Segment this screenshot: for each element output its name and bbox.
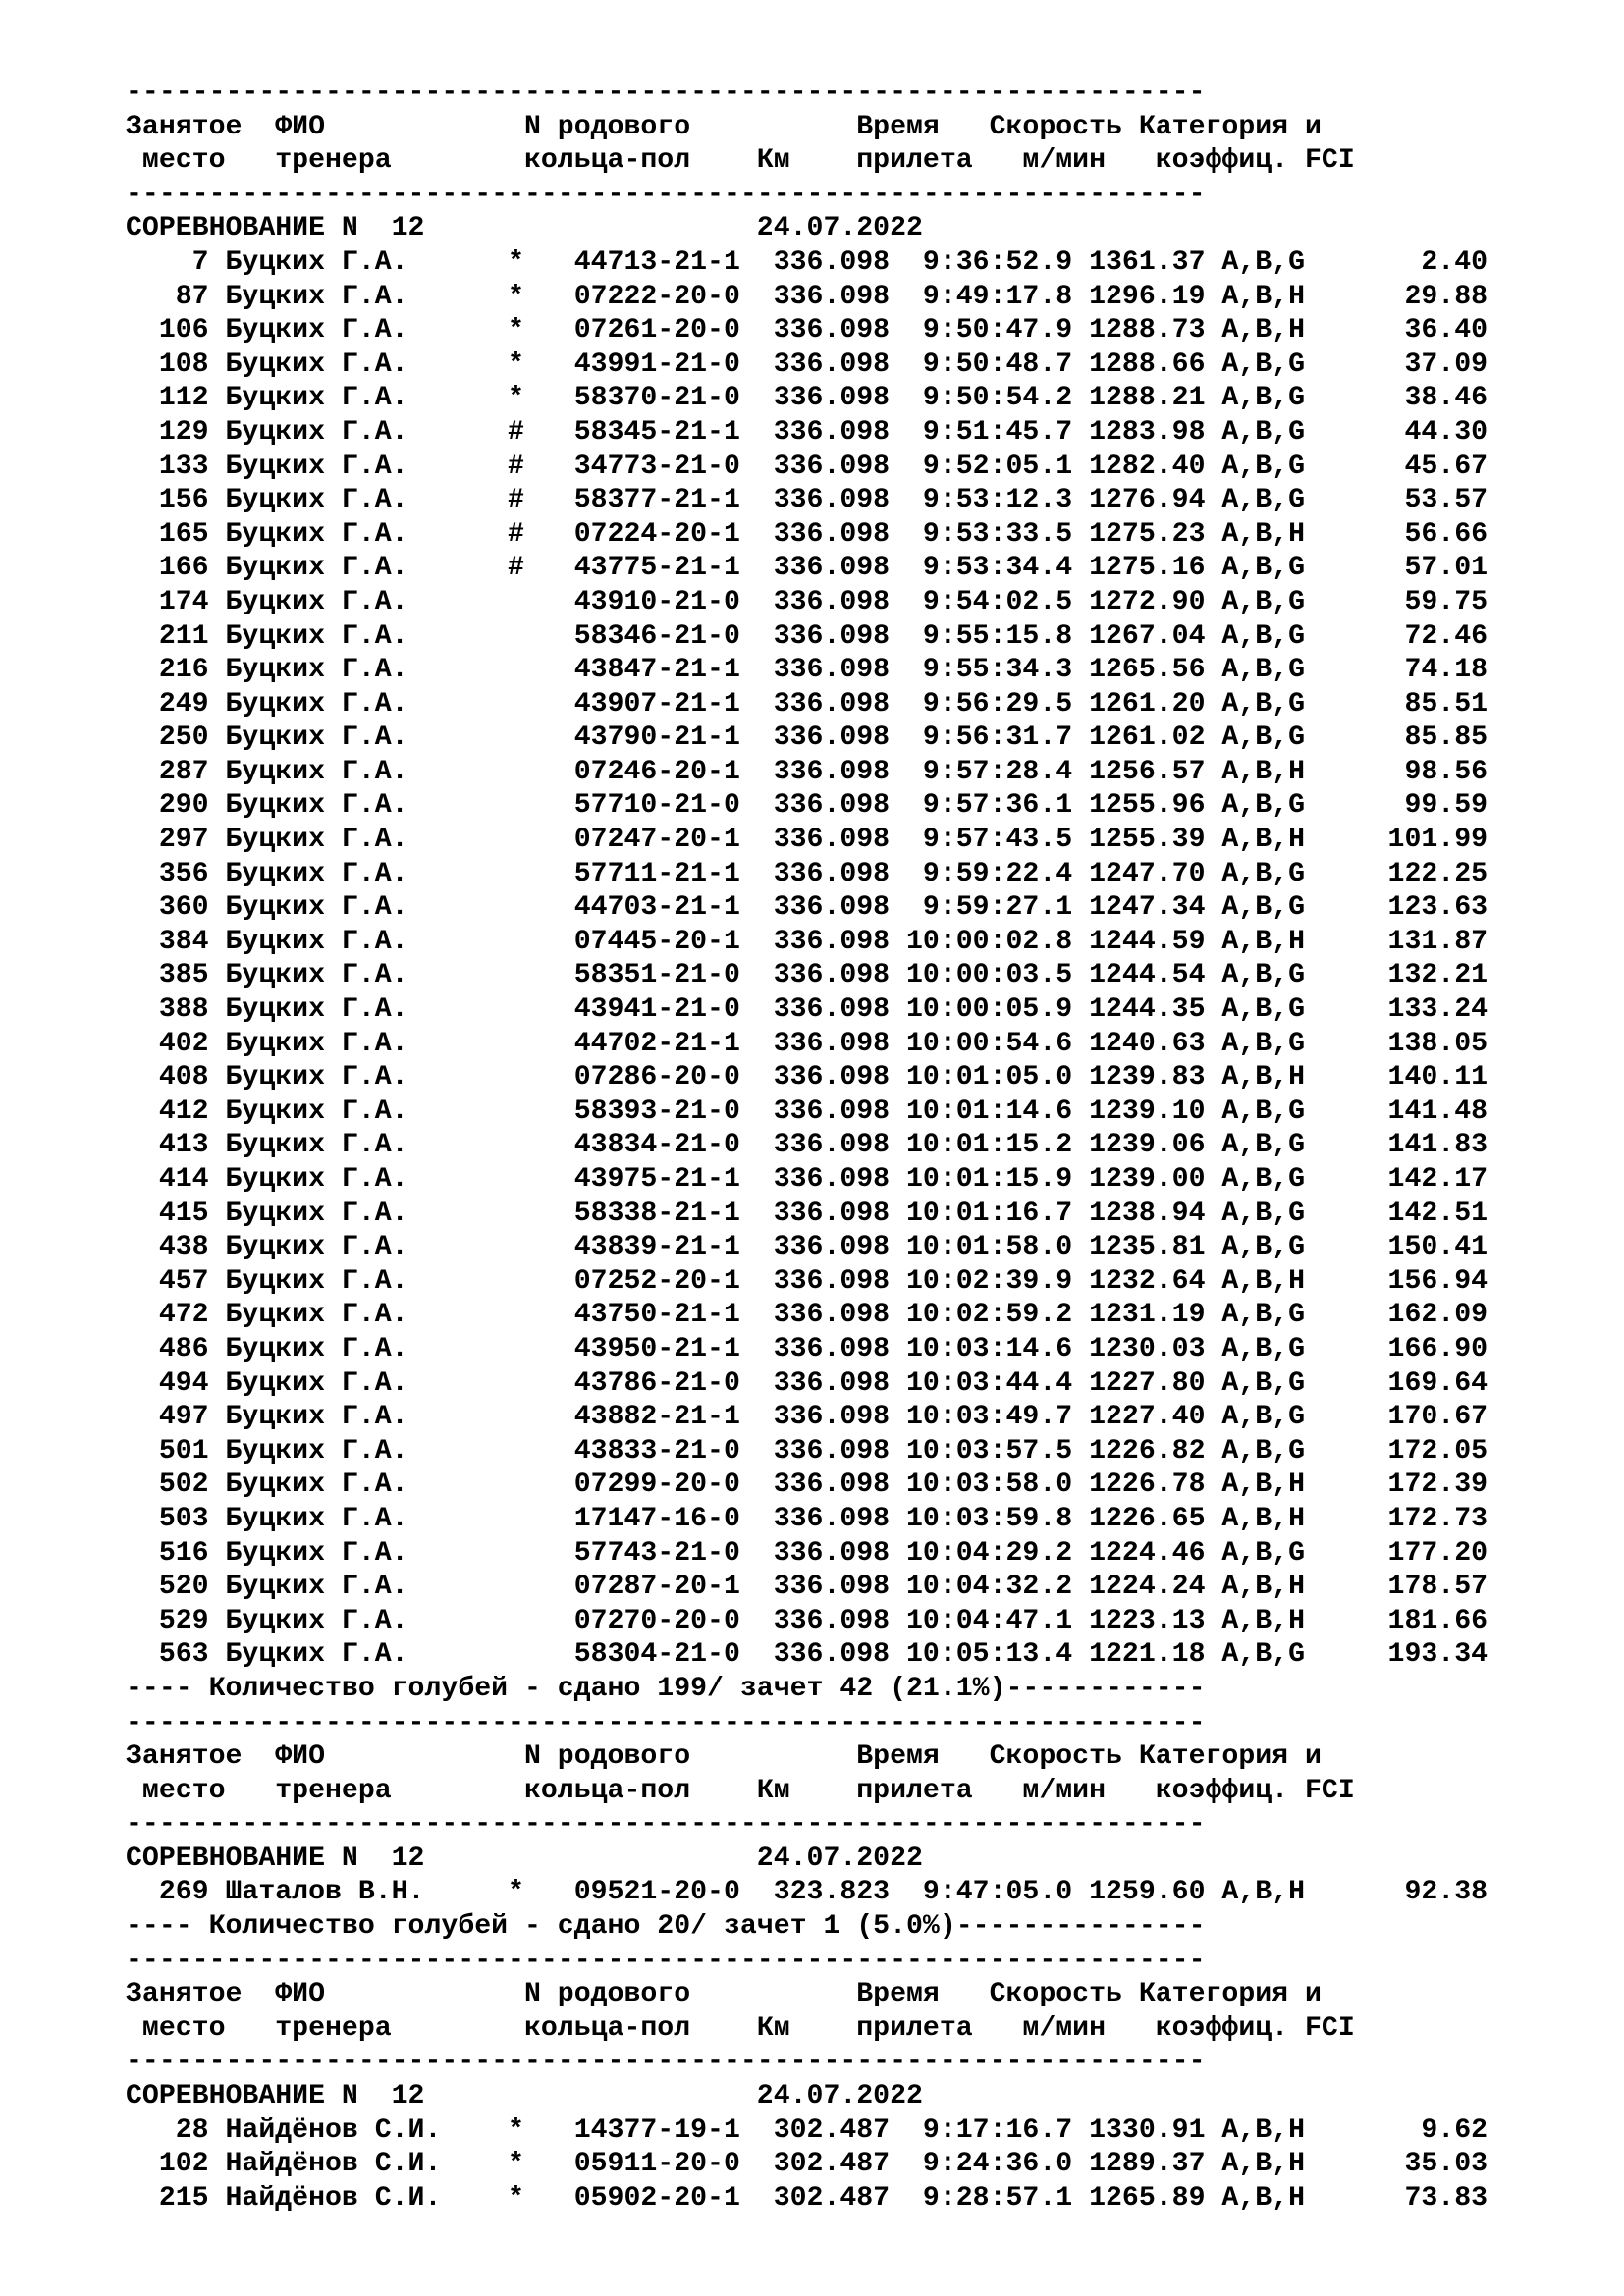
result-row: 290 Буцких Г.А. 57710-21-0 336.098 9:57:36.1 1255.96 A,B,G 99.59: [126, 790, 1489, 822]
result-row: 516 Буцких Г.А. 57743-21-0 336.098 10:04:29.2 1224.46 A,B,G 177.20: [126, 1537, 1489, 1569]
section-summary: ---- Количество голубей - сдано 199/ зачет 42 (21.1%)------------: [126, 1673, 1206, 1704]
result-row: 102 Найдёнов С.И. * 05911-20-0 302.487 9:24:36.0 1289.37 A,B,H 35.03: [126, 2149, 1489, 2180]
section-summary: ---- Количество голубей - сдано 20/ зачет 1 (5.0%)---------------: [126, 1911, 1206, 1943]
result-row: 384 Буцких Г.А. 07445-20-1 336.098 10:00:02.8 1244.59 A,B,H 131.87: [126, 926, 1489, 957]
separator-rule: -----------------------------------------------------------------: [126, 78, 1206, 108]
result-row: 112 Буцких Г.А. * 58370-21-0 336.098 9:50:54.2 1288.21 A,B,G 38.46: [126, 383, 1489, 414]
result-row: 215 Найдёнов С.И. * 05902-20-1 302.487 9:28:57.1 1265.89 A,B,H 73.83: [126, 2182, 1489, 2214]
column-header-line-2: место тренера кольца-пол Км прилета м/мин коэффиц. FCI: [126, 2012, 1355, 2044]
competition-title: СОРЕВНОВАНИЕ N 12 24.07.2022: [126, 2081, 923, 2112]
result-row: 174 Буцких Г.А. 43910-21-0 336.098 9:54:02.5 1272.90 A,B,G 59.75: [126, 586, 1489, 617]
result-row: 563 Буцких Г.А. 58304-21-0 336.098 10:05:13.4 1221.18 A,B,G 193.34: [126, 1639, 1489, 1671]
column-header-line-1: Занятое ФИО N родового Время Скорость Категория и: [126, 1741, 1322, 1773]
result-row: 106 Буцких Г.А. * 07261-20-0 336.098 9:50:47.9 1288.73 A,B,H 36.40: [126, 315, 1489, 347]
result-row: 211 Буцких Г.А. 58346-21-0 336.098 9:55:15.8 1267.04 A,B,G 72.46: [126, 620, 1489, 652]
result-row: 133 Буцких Г.А. # 34773-21-0 336.098 9:52:05.1 1282.40 A,B,G 45.67: [126, 451, 1489, 482]
result-row: 166 Буцких Г.А. # 43775-21-1 336.098 9:53:34.4 1275.16 A,B,G 57.01: [126, 553, 1489, 584]
result-row: 269 Шаталов В.Н. * 09521-20-0 323.823 9:47:05.0 1259.60 A,B,H 92.38: [126, 1877, 1489, 1908]
column-header-line-2: место тренера кольца-пол Км прилета м/мин коэффиц. FCI: [126, 1775, 1355, 1806]
result-row: 497 Буцких Г.А. 43882-21-1 336.098 10:03:49.7 1227.40 A,B,G 170.67: [126, 1402, 1489, 1433]
result-row: 529 Буцких Г.А. 07270-20-0 336.098 10:04:47.1 1223.13 A,B,H 181.66: [126, 1605, 1489, 1636]
result-row: 360 Буцких Г.А. 44703-21-1 336.098 9:59:27.1 1247.34 A,B,G 123.63: [126, 892, 1489, 924]
result-row: 412 Буцких Г.А. 58393-21-0 336.098 10:01:14.6 1239.10 A,B,G 141.48: [126, 1095, 1489, 1127]
result-row: 413 Буцких Г.А. 43834-21-0 336.098 10:01:15.2 1239.06 A,B,G 141.83: [126, 1130, 1489, 1161]
result-row: 414 Буцких Г.А. 43975-21-1 336.098 10:01:15.9 1239.00 A,B,G 142.17: [126, 1164, 1489, 1195]
competition-title: СОРЕВНОВАНИЕ N 12 24.07.2022: [126, 1842, 923, 1874]
result-row: 402 Буцких Г.А. 44702-21-1 336.098 10:00:54.6 1240.63 A,B,G 138.05: [126, 1028, 1489, 1059]
result-row: 28 Найдёнов С.И. * 14377-19-1 302.487 9:17:16.7 1330.91 A,B,H 9.62: [126, 2114, 1489, 2146]
result-row: 249 Буцких Г.А. 43907-21-1 336.098 9:56:29.5 1261.20 A,B,G 85.51: [126, 688, 1489, 720]
separator-rule: -----------------------------------------------------------------: [126, 2047, 1206, 2078]
result-row: 494 Буцких Г.А. 43786-21-0 336.098 10:03:44.4 1227.80 A,B,G 169.64: [126, 1367, 1489, 1399]
result-row: 472 Буцких Г.А. 43750-21-1 336.098 10:02:59.2 1231.19 A,B,G 162.09: [126, 1300, 1489, 1331]
result-row: 156 Буцких Г.А. # 58377-21-1 336.098 9:53:12.3 1276.94 A,B,G 53.57: [126, 485, 1489, 516]
result-row: 388 Буцких Г.А. 43941-21-0 336.098 10:00:05.9 1244.35 A,B,G 133.24: [126, 994, 1489, 1026]
result-row: 165 Буцких Г.А. # 07224-20-1 336.098 9:53:33.5 1275.23 A,B,H 56.66: [126, 518, 1489, 550]
separator-rule: -----------------------------------------------------------------: [126, 179, 1206, 210]
result-row: 520 Буцких Г.А. 07287-20-1 336.098 10:04:32.2 1224.24 A,B,H 178.57: [126, 1572, 1489, 1603]
result-row: 216 Буцких Г.А. 43847-21-1 336.098 9:55:34.3 1265.56 A,B,G 74.18: [126, 655, 1489, 686]
column-header-line-1: Занятое ФИО N родового Время Скорость Категория и: [126, 111, 1322, 142]
results-sheet: [126, 77, 1488, 2216]
result-row: 486 Буцких Г.А. 43950-21-1 336.098 10:03:14.6 1230.03 A,B,G 166.90: [126, 1333, 1489, 1364]
result-row: 356 Буцких Г.А. 57711-21-1 336.098 9:59:22.4 1247.70 A,B,G 122.25: [126, 858, 1489, 889]
result-row: 87 Буцких Г.А. * 07222-20-0 336.098 9:49:17.8 1296.19 A,B,H 29.88: [126, 281, 1489, 312]
result-row: 503 Буцких Г.А. 17147-16-0 336.098 10:03:59.8 1226.65 A,B,H 172.73: [126, 1503, 1489, 1534]
result-row: 502 Буцких Г.А. 07299-20-0 336.098 10:03:58.0 1226.78 A,B,H 172.39: [126, 1469, 1489, 1501]
result-row: 415 Буцких Г.А. 58338-21-1 336.098 10:01:16.7 1238.94 A,B,G 142.51: [126, 1198, 1489, 1229]
result-row: 250 Буцких Г.А. 43790-21-1 336.098 9:56:31.7 1261.02 A,B,G 85.85: [126, 722, 1489, 754]
result-row: 108 Буцких Г.А. * 43991-21-0 336.098 9:50:48.7 1288.66 A,B,G 37.09: [126, 348, 1489, 380]
result-row: 7 Буцких Г.А. * 44713-21-1 336.098 9:36:52.9 1361.37 A,B,G 2.40: [126, 246, 1489, 278]
result-row: 457 Буцких Г.А. 07252-20-1 336.098 10:02:39.9 1232.64 A,B,H 156.94: [126, 1265, 1489, 1297]
result-row: 438 Буцких Г.А. 43839-21-1 336.098 10:01:58.0 1235.81 A,B,G 150.41: [126, 1232, 1489, 1263]
separator-rule: -----------------------------------------------------------------: [126, 1707, 1206, 1738]
column-header-line-2: место тренера кольца-пол Км прилета м/мин коэффиц. FCI: [126, 145, 1355, 177]
result-row: 385 Буцких Г.А. 58351-21-0 336.098 10:00:03.5 1244.54 A,B,G 132.21: [126, 960, 1489, 991]
result-row: 408 Буцких Г.А. 07286-20-0 336.098 10:01:05.0 1239.83 A,B,H 140.11: [126, 1062, 1489, 1094]
separator-rule: -----------------------------------------------------------------: [126, 1809, 1206, 1841]
result-row: 287 Буцких Г.А. 07246-20-1 336.098 9:57:28.4 1256.57 A,B,H 98.56: [126, 756, 1489, 787]
result-row: 501 Буцких Г.А. 43833-21-0 336.098 10:03:57.5 1226.82 A,B,G 172.05: [126, 1435, 1489, 1467]
competition-title: СОРЕВНОВАНИЕ N 12 24.07.2022: [126, 213, 923, 244]
column-header-line-1: Занятое ФИО N родового Время Скорость Категория и: [126, 1979, 1322, 2010]
result-row: 129 Буцких Г.А. # 58345-21-1 336.098 9:51:45.7 1283.98 A,B,G 44.30: [126, 416, 1489, 448]
separator-rule: -----------------------------------------------------------------: [126, 1945, 1206, 1976]
result-row: 297 Буцких Г.А. 07247-20-1 336.098 9:57:43.5 1255.39 A,B,H 101.99: [126, 825, 1489, 856]
